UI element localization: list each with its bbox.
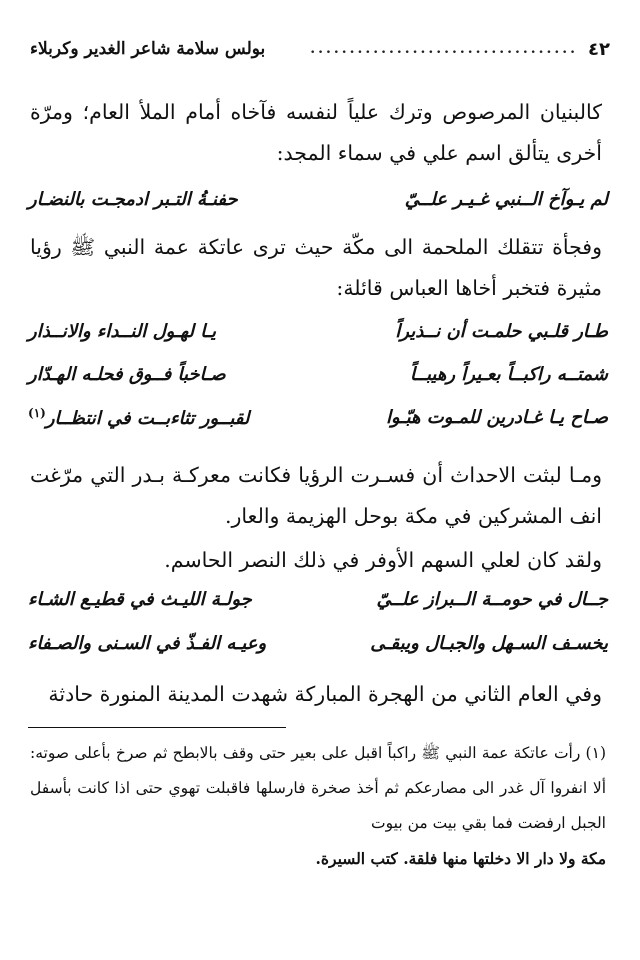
verse-first-hemistich: صـاح يـا غـادرين للمـوت هبّـوا <box>386 406 608 428</box>
verse-line-3 <box>28 357 608 391</box>
footnote-text: (١) رأت عاتكة عمة النبي ﷺ راكباً اقبل على بعير حتى وقف بالابطح ثم صرخ بأعلى صوته: ألا انفروا آل غدر الى مصارعكم ثم أخذ صخرة فارسلها فاقبلت تهوي حتى اذا كانت بأسفل الجبل ارفضت فما بقي بيت من بيوت <box>30 744 606 832</box>
verse-second-hemistich: حفنـةُ التـبر ادمجـت بالنضـار <box>28 188 238 210</box>
verse-second-hemistich: جولـة الليـث في قطيـع الشـاء <box>28 588 252 610</box>
verse-second-hemistich: وعيـه الفـذّ في السـنى والصـفاء <box>28 632 267 654</box>
verse-first-hemistich: لم يـوآخ الــنبي غـيـر علــيّ <box>404 188 608 210</box>
verse-second-hemistich: يـا لهـول النــداء والانــذار <box>28 320 217 342</box>
verse-first-hemistich: يخسـف السـهل والجبـال ويبقـى <box>370 632 608 654</box>
running-header <box>30 34 610 64</box>
footnote-last-line: مكة ولا دار الا دخلتها منها فلقة. كتب السيرة. <box>315 849 606 868</box>
verse-second-hemistich: صـاخباً فــوق فحلـه الهـدّار <box>28 363 226 385</box>
footnote-divider <box>28 727 286 728</box>
verse-line-1 <box>28 182 608 216</box>
verse-line-2 <box>28 314 608 348</box>
verse-first-hemistich: جــال في حومــة الــبراز علــيّ <box>376 588 608 610</box>
footnote-marker: (١) <box>28 405 46 420</box>
paragraph-3: ومـا لبثت الاحداث أن فسـرت الرؤيا فكانت معركـة بـدر التي مرّغت انف المشركين في مكة بوحل الهزيمة والعار. <box>30 463 602 528</box>
paragraph-1: كالبنيان المرصوص وترك علياً لنفسه فآخاه أمام الملأ العام؛ ومرّة أخرى يتألق اسم علي في سماء المجد: <box>30 100 602 165</box>
paragraph-2: وفجأة تتقلك الملحمة الى مكّة حيث ترى عاتكة عمة النبي ﷺ رؤيا مثيرة فتخبر أخاها العباس قائلة: <box>30 235 602 300</box>
verse-first-hemistich: شمتــه راكبــاً بعـيراً رهيبــاً <box>409 363 608 385</box>
book-title: بولس سلامة شاعر الغدير وكربلاء <box>30 39 266 59</box>
paragraph-4: ولقد كان لعلي السهم الأوفر في ذلك النصر الحاسم. <box>164 548 602 572</box>
page-number: ٤٢ <box>588 38 610 60</box>
verse-text: لقبــور تثاءبــت في انتظــار <box>45 407 250 429</box>
verse-first-hemistich: طـار قلـبي حلمـت أن نــذيراً <box>395 320 608 342</box>
paragraph-5: وفي العام الثاني من الهجرة المباركة شهدت المدينة المنورة حادثة <box>48 682 602 706</box>
verse-second-hemistich <box>28 406 249 429</box>
verse-line-5 <box>28 582 608 616</box>
header-leader-dots: .................................. <box>310 41 579 57</box>
footnote <box>30 736 606 876</box>
verse-line-4 <box>28 400 608 434</box>
verse-line-6 <box>28 626 608 660</box>
